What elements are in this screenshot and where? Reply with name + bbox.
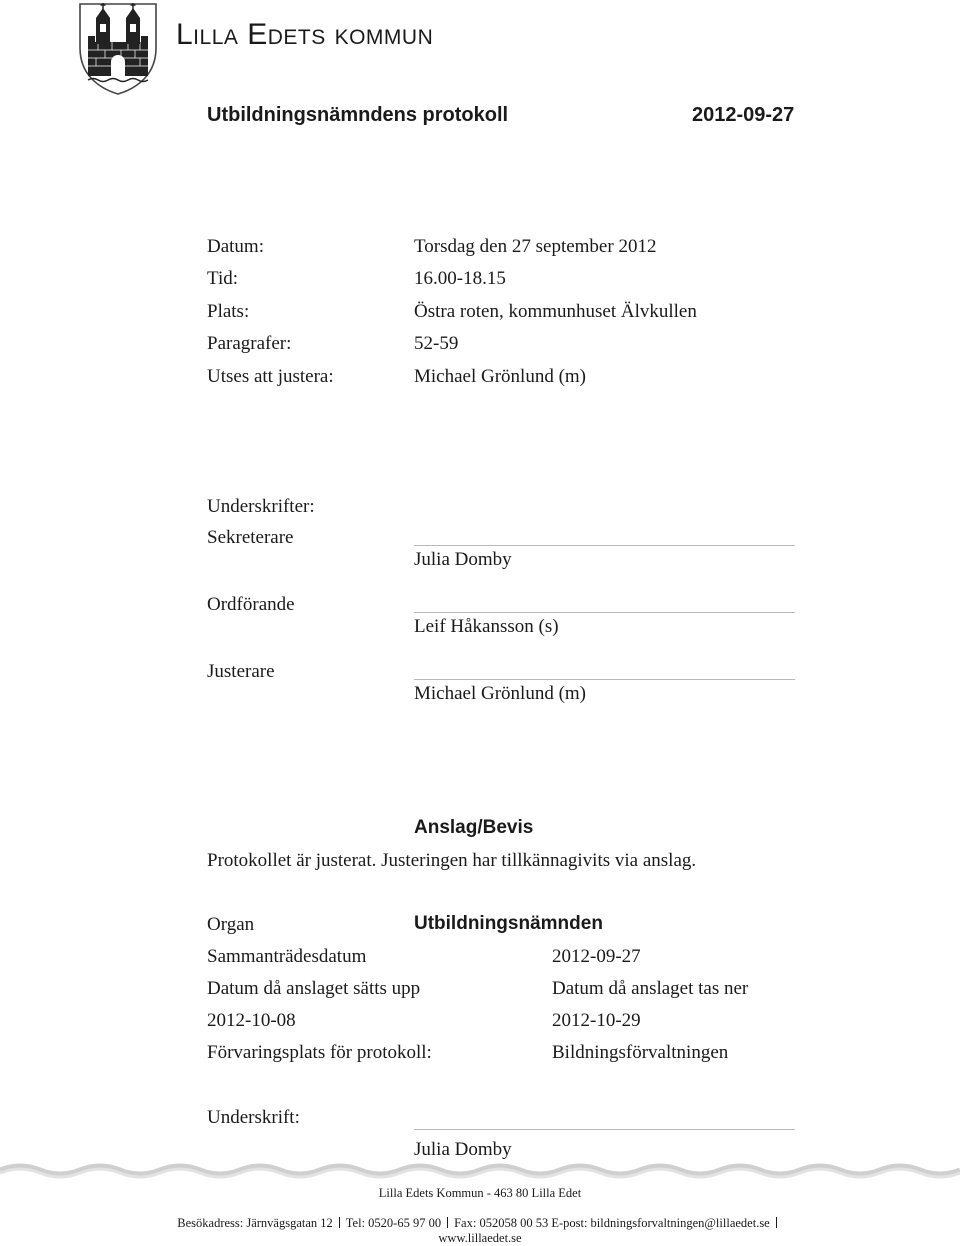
signatures-heading: Underskrifter:: [207, 496, 315, 517]
signature-line-underskrift: [414, 1129, 795, 1130]
document-date: 2012-09-27: [692, 104, 795, 126]
coat-of-arms-icon: [78, 2, 158, 96]
footer-address-line: Lilla Edets Kommun - 463 80 Lilla Edet: [378, 1186, 582, 1200]
forvaring-label: Förvaringsplats för protokoll:: [207, 1042, 432, 1063]
plats-value: Östra roten, kommunhuset Älvkullen: [414, 301, 697, 322]
document-title: Utbildningsnämndens protokoll: [207, 104, 509, 126]
footer-separator: [339, 1217, 340, 1228]
datum-label: Datum:: [207, 236, 264, 257]
municipality-name: Lilla Edets kommun: [176, 18, 434, 51]
role-sekreterare: Sekreterare: [207, 527, 294, 548]
paragrafer-label: Paragrafer:: [207, 333, 292, 354]
plats-label: Plats:: [207, 301, 250, 322]
anslag-statement: Protokollet är justerat. Justeringen har tillkännagivits via anslag.: [207, 850, 697, 871]
footer-contact-line: [0, 1216, 960, 1231]
footer-tel: Tel: 0520-65 97 00: [345, 1216, 442, 1230]
justera-label: Utses att justera:: [207, 366, 334, 387]
footer-separator: [447, 1217, 448, 1228]
anslag-ner-value: 2012-10-29: [552, 1010, 641, 1031]
sammantrade-value: 2012-09-27: [552, 946, 641, 967]
wave-divider: [0, 1160, 960, 1180]
anslag-ner-label: Datum då anslaget tas ner: [552, 978, 749, 999]
footer-fax-email: Fax: 052058 00 53 E-post: bildningsforvaltningen@lillaedet.se: [454, 1216, 770, 1230]
anslag-upp-value: 2012-10-08: [207, 1010, 296, 1031]
anslag-upp-label: Datum då anslaget sätts upp: [207, 978, 421, 999]
tid-label: Tid:: [207, 268, 238, 289]
role-justerare: Justerare: [207, 661, 275, 682]
signature-line-justerare: [414, 679, 795, 680]
footer-website[interactable]: www.lillaedet.se: [438, 1231, 522, 1245]
footer-separator: [776, 1217, 777, 1228]
signature-line-sekreterare: [414, 545, 795, 546]
signature-line-ordforande: [414, 612, 795, 613]
anslag-heading: Anslag/Bevis: [414, 817, 534, 838]
paragrafer-value: 52-59: [414, 333, 459, 354]
underskrift-label: Underskrift:: [207, 1107, 300, 1128]
tid-value: 16.00-18.15: [414, 268, 506, 289]
underskrift-name: Julia Domby: [414, 1139, 512, 1160]
name-justerare: Michael Grönlund (m): [414, 683, 587, 704]
name-sekreterare: Julia Domby: [414, 549, 512, 570]
forvaring-value: Bildningsförvaltningen: [552, 1042, 729, 1063]
role-ordforande: Ordförande: [207, 594, 295, 615]
organ-label: Organ: [207, 914, 255, 935]
justera-value: Michael Grönlund (m): [414, 366, 587, 387]
footer-visit-address: Besökadress: Järnvägsgatan 12: [177, 1216, 333, 1230]
datum-value: Torsdag den 27 september 2012: [414, 236, 657, 257]
name-ordforande: Leif Håkansson (s): [414, 616, 559, 637]
sammantrade-label: Sammanträdesdatum: [207, 946, 367, 967]
organ-value: Utbildningsnämnden: [414, 913, 603, 934]
